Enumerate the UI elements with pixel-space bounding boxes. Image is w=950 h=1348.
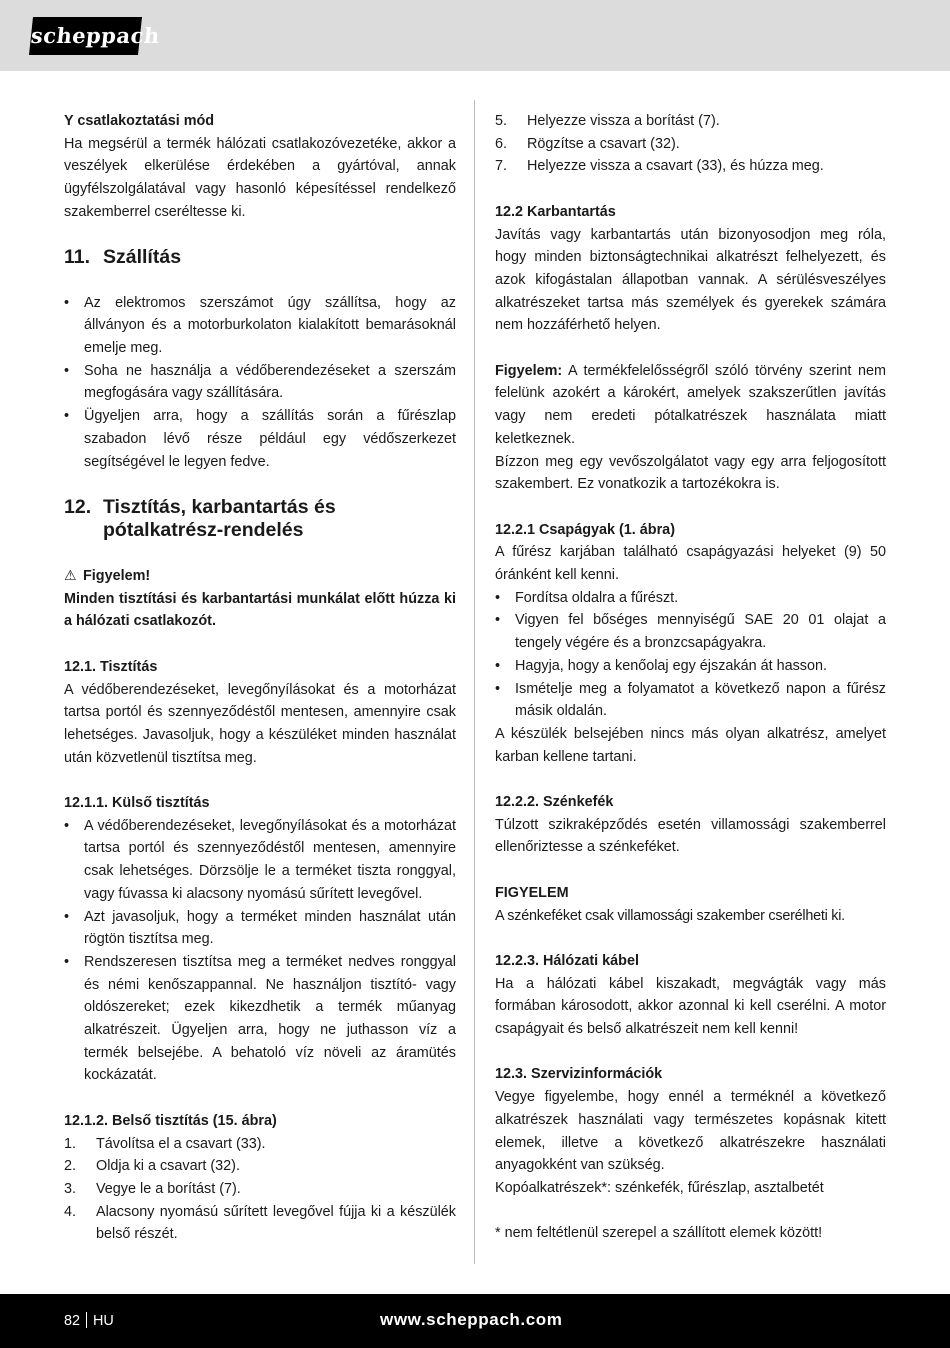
list-item: 2. Oldja ki a csavart (32). [64, 1158, 240, 1175]
transport-list [64, 292, 456, 474]
section-12-2-1-title: 12.2.1 Csapágyak (1. ábra) [495, 521, 675, 538]
list-item: • Hagyja, hogy a kenőolaj egy éjszakán át hasson. [495, 655, 886, 678]
figyelem-text: A szénkeféket csak villamossági szakember cserélheti ki. [495, 907, 845, 924]
section-12-2-title: 12.2 Karbantartás [495, 203, 616, 220]
column-divider [474, 100, 475, 1264]
list-item: • Azt javasoljuk, hogy a terméket minden használat után rögtön tisztítsa meg. [64, 906, 456, 951]
section-12-3-text: Vegye figyelembe, hogy ennél a terméknél a következő alkatrészek használati vagy természetes kopásnak kitett elemek, illetve a következő alkatrészekre használati anyagokként van szükség. [495, 1089, 886, 1174]
scheppach-logo: scheppach [29, 17, 142, 55]
list-item: • Az elektromos szerszámot úgy szállítsa, hogy az állványon és a motorburkolaton kialakított bemarásoknál emelje meg. [64, 292, 456, 360]
page-number: 82 [64, 1313, 81, 1329]
figyelem-title: FIGYELEM [495, 884, 569, 901]
warning-triangle-icon: ⚠ [64, 567, 77, 583]
section-12-1-title: 12.1. Tisztítás [64, 658, 158, 675]
list-item: • Rendszeresen tisztítsa meg a terméket nedves ronggyal és némi kenőszappannal. Ne használjon tisztító- vagy oldószereket; ezek kikezdhetik a termék műanyag alkatrészeit. Ügyeljen arra, hogy ne juthasson víz a termék belsejébe. A behatoló víz növeli az áramütés kockázatát. [64, 951, 456, 1087]
list-item: • Soha ne használja a védőberendezéseket a szerszám megfogására vagy szállítására. [64, 360, 456, 405]
footer-separator [86, 1312, 87, 1328]
section-12-number: 12. [64, 495, 92, 518]
internal-cleaning-steps-continued [495, 110, 886, 178]
left-column [64, 110, 456, 1246]
website-url: www.scheppach.com [380, 1310, 563, 1329]
list-item: 4. Alacsony nyomású sűrített levegővel fújja ki a készülék belső részét. [64, 1203, 456, 1243]
y-connection-title: Y csatlakoztatási mód [64, 113, 215, 129]
page-footer [0, 1294, 950, 1348]
section-12-1-1-title: 12.1.1. Külső tisztítás [64, 795, 210, 811]
section-12-2-3-text: Ha a hálózati kábel kiszakadt, megvágták vagy más formában károsodott, akkor azonnal ki kell cserélni. A motor csapágyait és belső alkatrészeit nem kell kenni! [495, 975, 886, 1038]
attention-text: A termékfelelősségről szóló törvény szerint nem felelünk azokért a károkért, amelyek szakszerűtlen javítás vagy nem eredeti pótalkatrészek használata miatt keletkeznek. [495, 362, 886, 447]
internal-cleaning-steps [64, 1133, 456, 1247]
warning-heading [64, 564, 456, 588]
warning-title: Figyelem! [83, 568, 151, 584]
section-12-2-2-title: 12.2.2. Szénkefék [495, 794, 614, 811]
page-number-block [64, 1311, 114, 1331]
section-11-title: Szállítás [103, 246, 182, 269]
section-12-1-2-title: 12.1.2. Belső tisztítás (15. ábra) [64, 1112, 277, 1129]
list-item: • Vigyen fel bőséges mennyiségű SAE 20 01 olajat a tengely végére és a bronzcsapágyakra. [495, 609, 886, 654]
bearing-list [495, 587, 886, 723]
right-column [495, 110, 886, 1245]
list-item: 3. Vegye le a borítást (7). [64, 1180, 241, 1197]
section-11-number: 11. [64, 246, 91, 269]
wear-parts: Kopóalkatrészek*: szénkefék, fűrészlap, asztalbetét [495, 1179, 824, 1196]
section-12-3-title: 12.3. Szervizinformációk [495, 1066, 663, 1083]
list-item: 7. Helyezze vissza a csavart (33), és húzza meg. [495, 158, 824, 175]
list-item: 1. Távolítsa el a csavart (33). [64, 1135, 266, 1152]
list-item: 6. Rögzítse a csavart (32). [495, 135, 680, 152]
section-12-2-3-title: 12.2.3. Hálózati kábel [495, 952, 639, 969]
language-code: HU [93, 1313, 114, 1329]
footnote: * nem feltétlenül szerepel a szállított elemek között! [495, 1225, 823, 1242]
list-item: • Fordítsa oldalra a fűrészt. [495, 587, 886, 610]
section-12-2-text: Javítás vagy karbantartás után bizonyosodjon meg róla, hogy minden biztonságtechnikai alkatrészt felhelyezett, és azok kifogástalan állapotban vannak. A sérülésveszélyes alkatrészeket tartsa más személyek és gyerekek számára nem hozzáférhető helyen. [495, 226, 886, 334]
section-12-2-2-text: Túlzott szikraképződés esetén villamossági szakemberrel ellenőriztesse a szénkeféket. [495, 816, 886, 856]
external-cleaning-list [64, 815, 456, 1087]
section-11-heading [64, 246, 456, 269]
section-12-title: Tisztítás, karbantartás és pótalkatrész-rendelés [103, 495, 336, 541]
list-item: • Ismételje meg a folyamatot a következő napon a fűrész másik oldalán. [495, 678, 886, 723]
attention-label: Figyelem: [495, 362, 563, 379]
attention-paragraph [495, 360, 886, 451]
y-connection-text: Ha megsérül a termék hálózati csatlakozóvezetéke, akkor a veszélyek elkerülése érdekében a gyártóval, annak ügyfélszolgálatával vagy hasonló képesítéssel rendelkező szakemberrel cseréltesse ki. [64, 135, 456, 220]
section-12-1-text: A védőberendezéseket, levegőnyílásokat és a motorházat tartsa portól és szennyeződéstől mentesen, amennyire csak lehetséges. Javasoljuk, hogy a készüléket minden használat után közvetlenül tisztítsa meg. [64, 681, 456, 766]
section-12-2-1-after: A készülék belsejében nincs más olyan alkatrész, amelyet karban kellene tartani. [495, 725, 886, 765]
list-item: • Ügyeljen arra, hogy a szállítás során a fűrészlap szabadon lévő része például egy védőszerkezet segítségével le legyen fedve. [64, 405, 456, 473]
page-header [0, 0, 950, 71]
section-12-heading [64, 496, 456, 541]
list-item: • A védőberendezéseket, levegőnyílásokat és a motorházat tartsa portól és szennyeződéstől mentesen, amennyire csak lehetséges. Dörzsölje le a terméket tiszta ronggyal, vagy fúvassa ki alacsony nyomású sűrített levegővel. [64, 815, 456, 906]
warning-text: Minden tisztítási és karbantartási munkálat előtt húzza ki a hálózati csatlakozót. [64, 590, 456, 630]
list-item: 5. Helyezze vissza a borítást (7). [495, 113, 720, 129]
section-12-2-1-text: A fűrész karjában található csapágyazási helyeket (9) 50 óránként kell kenni. [495, 544, 886, 584]
attention-text-2: Bízzon meg egy vevőszolgálatot vagy egy arra feljogosított szakembert. Ez vonatkozik a tartozékokra is. [495, 453, 886, 493]
